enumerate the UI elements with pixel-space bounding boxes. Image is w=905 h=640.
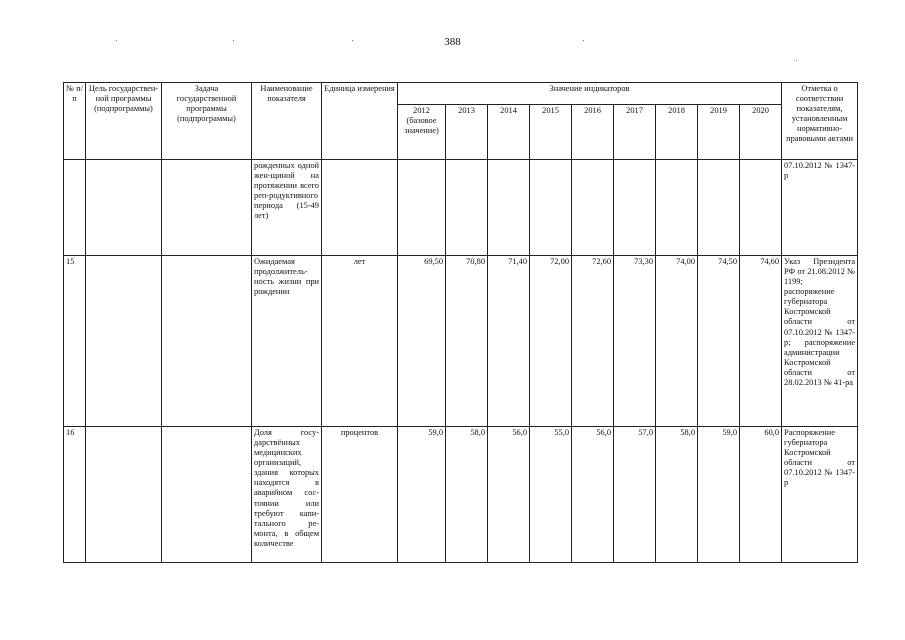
cell-value: 58,0: [656, 427, 698, 563]
cell-value: [446, 160, 488, 256]
cell-task: [162, 427, 252, 563]
cell-value: [698, 160, 740, 256]
cell-value: 59,0: [698, 427, 740, 563]
cell-value: [488, 160, 530, 256]
cell-value: 71,40: [488, 256, 530, 427]
cell-value: 74,60: [740, 256, 782, 427]
cell-value: 74,50: [698, 256, 740, 427]
header-goal: Цель государствен-ной программы (подпрограммы): [86, 83, 162, 160]
cell-note: 07.10.2012 № 1347-р: [782, 160, 858, 256]
cell-value: [398, 160, 446, 256]
header-year: 2012 (базовое значение): [398, 104, 446, 159]
header-indicator-name: Наименование показателя: [252, 83, 322, 160]
cell-value: 73,30: [614, 256, 656, 427]
cell-value: [614, 160, 656, 256]
cell-unit: лет: [322, 256, 398, 427]
cell-indicator-name: Доля госу-дарствённых медицинских организаций, здания которых находятся в аварийном сос-тоянии или требуют капи-тального ре-монта, в общем количестве: [252, 427, 322, 563]
table-row: [64, 256, 858, 427]
cell-task: [162, 160, 252, 256]
header-year: 2017: [614, 104, 656, 159]
cell-task: [162, 256, 252, 427]
cell-indicator-name: Ожидаемая продолжитель-ность жизни при рождении: [252, 256, 322, 427]
header-row: [64, 83, 858, 105]
cell-value: 70,80: [446, 256, 488, 427]
cell-value: 72,60: [572, 256, 614, 427]
cell-indicator-name: рожденных одной жен-щиной на протяжении всего реп-родуктивного периода (15-49 лет): [252, 160, 322, 256]
cell-goal: [86, 427, 162, 563]
cell-value: [740, 160, 782, 256]
indicators-table: [63, 82, 858, 563]
header-year: 2015: [530, 104, 572, 159]
header-num: № п/п: [64, 83, 86, 160]
scan-speck: [796, 60, 797, 61]
header-year: 2019: [698, 104, 740, 159]
cell-num: [64, 160, 86, 256]
table-row: [64, 427, 858, 563]
cell-value: [530, 160, 572, 256]
header-year: 2013: [446, 104, 488, 159]
cell-goal: [86, 256, 162, 427]
cell-num: 15: [64, 256, 86, 427]
header-year: 2016: [572, 104, 614, 159]
cell-value: 57,0: [614, 427, 656, 563]
cell-value: 59,0: [398, 427, 446, 563]
cell-note: Указ Президента РФ от 21.08.2012 № 1199; распоряжение губернатора Костромской области от 07.10.2012 № 1347-р; распоряжение администрации Костромской области от 28.02.2013 № 41-ра: [782, 256, 858, 427]
cell-num: 16: [64, 427, 86, 563]
cell-unit: [322, 160, 398, 256]
cell-value: 72,00: [530, 256, 572, 427]
cell-value: 56,0: [572, 427, 614, 563]
table-row: [64, 160, 858, 256]
header-unit: Единица измерения: [322, 83, 398, 160]
header-year: 2018: [656, 104, 698, 159]
header-task: Задача государственной программы (подпрограммы): [162, 83, 252, 160]
cell-value: 56,0: [488, 427, 530, 563]
cell-value: [656, 160, 698, 256]
cell-goal: [86, 160, 162, 256]
cell-value: 69,50: [398, 256, 446, 427]
cell-unit: процентов: [322, 427, 398, 563]
header-year: 2020: [740, 104, 782, 159]
cell-value: 55,0: [530, 427, 572, 563]
header-note: Отметка о соответствии показателям, установленным нормативно-правовыми актами: [782, 83, 858, 160]
cell-value: 74,00: [656, 256, 698, 427]
header-values: Значение индикаторов: [398, 83, 782, 105]
cell-value: 58,0: [446, 427, 488, 563]
header-year: 2014: [488, 104, 530, 159]
cell-value: 60,0: [740, 427, 782, 563]
cell-value: [572, 160, 614, 256]
cell-note: Распоряжение губернатора Костромской области от 07.10.2012 № 1347-р: [782, 427, 858, 563]
page-number: 388: [444, 36, 461, 48]
